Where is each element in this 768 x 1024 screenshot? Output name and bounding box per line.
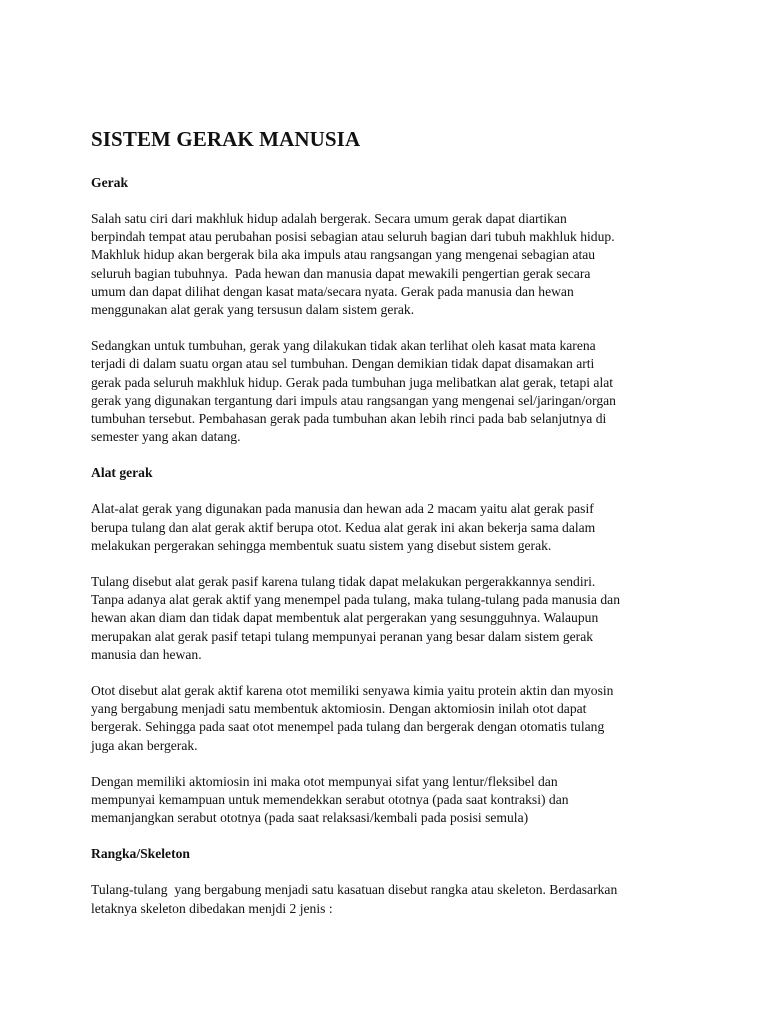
section-heading-rangka: Rangka/Skeleton (91, 846, 190, 862)
paragraph-alat-gerak-1: Alat-alat gerak yang digunakan pada manusia dan hewan ada 2 macam yaitu alat gerak pasif berupa tulang dan alat gerak aktif berupa otot. Kedua alat gerak ini akan bekerja sama dalam melakukan pergerakan sehingga membentuk suatu sistem yang disebut sistem gerak. (91, 501, 596, 553)
section-heading-alat-gerak: Alat gerak (91, 465, 153, 481)
paragraph-alat-gerak-2: Tulang disebut alat gerak pasif karena tulang tidak dapat melakukan pergerakkannya sendiri. Tanpa adanya alat gerak aktif yang menempel pada tulang, maka tulang-tulang pada manusia dan hewan akan diam dan tidak dapat membentuk alat pergerakan yang sesungguhnya. Walaupun merupakan alat gerak pasif tetapi tulang mempunyai peranan yang besar dalam sistem gerak manusia dan hewan. (91, 574, 620, 662)
paragraph-alat-gerak-3: Otot disebut alat gerak aktif karena otot memiliki senyawa kimia yaitu protein aktin dan myosin yang bergabung menjadi satu membentuk aktomiosin. Dengan aktomiosin inilah otot dapat bergerak. Sehingga pada saat otot menempel pada tulang dan bergerak dengan otomatis tulang juga akan bergerak. (91, 683, 614, 753)
paragraph-rangka-1: Tulang-tulang yang bergabung menjadi satu kasatuan disebut rangka atau skeleton. Berdasarkan letaknya skeleton dibedakan menjdi 2 jenis : (91, 882, 618, 916)
paragraph-gerak-1: Salah satu ciri dari makhluk hidup adalah bergerak. Secara umum gerak dapat diartikan berpindah tempat atau perubahan posisi sebagian atau seluruh bagian dari tubuh makhluk hidup. Makhluk hidup akan bergerak bila aka impuls atau rangsangan yang mengenai sebagian atau seluruh bagian tubuhnya. Pada hewan dan manusia dapat mewakili pengertian gerak secara umum dan dapat dilihat dengan kasat mata/secara nyata. Gerak pada manusia dan hewan menggunakan alat gerak yang tersusun dalam sistem gerak. (91, 211, 615, 318)
paragraph-gerak-2: Sedangkan untuk tumbuhan, gerak yang dilakukan tidak akan terlihat oleh kasat mata karena terjadi di dalam suatu organ atau sel tumbuhan. Dengan demikian tidak dapat disamakan arti gerak pada seluruh makhluk hidup. Gerak pada tumbuhan juga melibatkan alat gerak, tetapi alat gerak yang digunakan tergantung dari impuls atau rangsangan yang mengenai sel/jaringan/organ tumbuhan tersebut. Pembahasan gerak pada tumbuhan akan lebih rinci pada bab selanjutnya di semester yang akan datang. (91, 338, 616, 445)
document-title: SISTEM GERAK MANUSIA (91, 127, 361, 151)
paragraph-alat-gerak-4: Dengan memiliki aktomiosin ini maka otot mempunyai sifat yang lentur/fleksibel dan mempunyai kemampuan untuk memendekkan serabut ototnya (pada saat kontraksi) dan memanjangkan serabut ototnya (pada saat relaksasi/kembali pada posisi semula) (91, 773, 569, 826)
document-page (91, 124, 691, 936)
section-heading-gerak: Gerak (91, 175, 128, 190)
